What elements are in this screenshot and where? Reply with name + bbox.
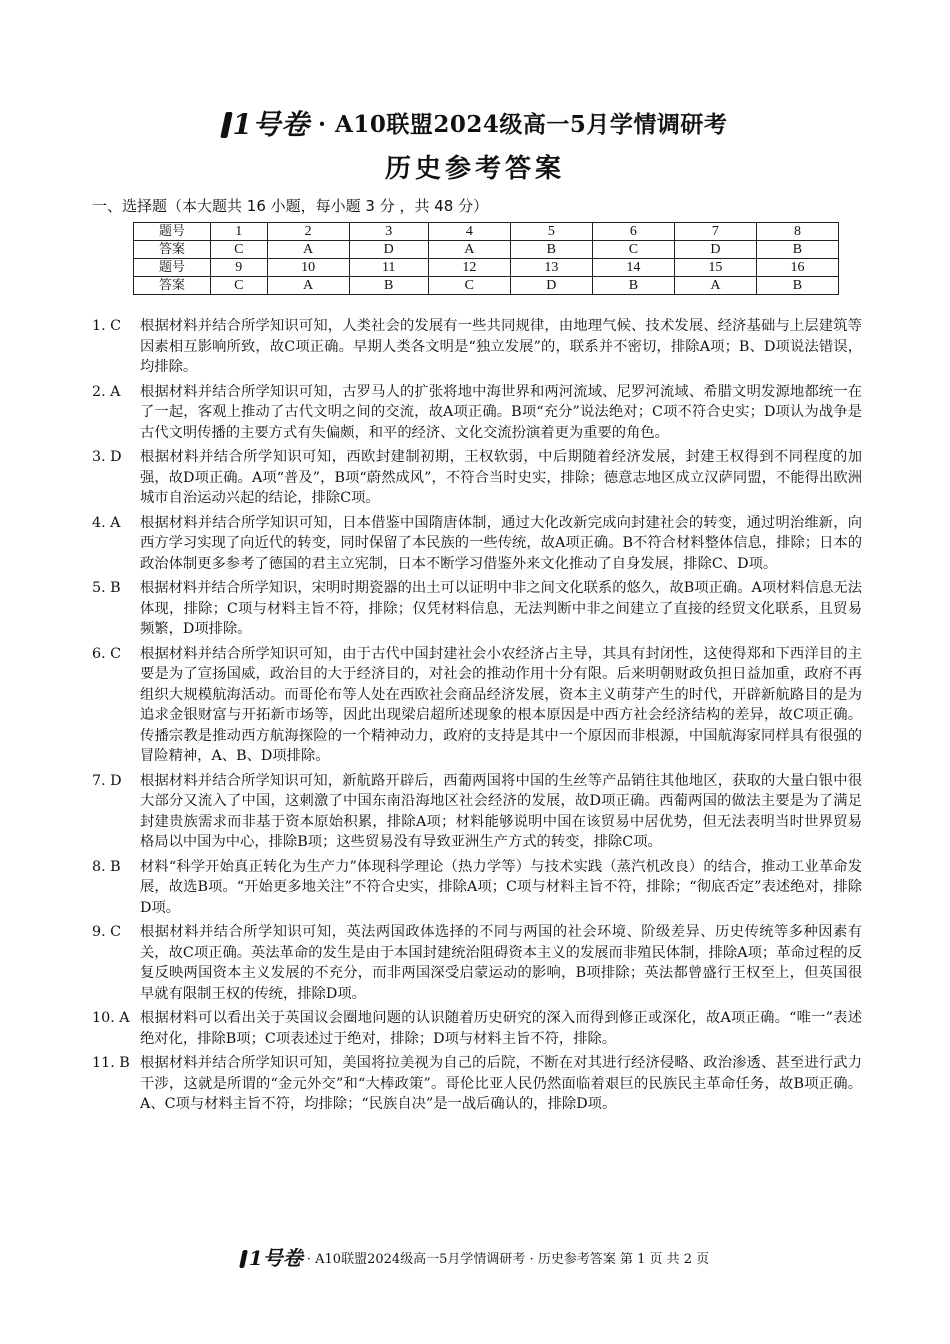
item-text: 根据材料并结合所学知识可知，由于古代中国封建社会小农经济占主导，其具有封闭性，这使得郑和下西洋目的主要是为了宣扬国威，政治目的大于经济目的，对社会的推动作用十分有限。后来明朝财政负担日益加重，政府不再组织大规模航海活动。而哥伦布等人处在西欧社会商品经济发展，资本主义萌芽产生的时代，开辟新航路目的是为追求金银财富与开拓新市场等，因此出现梁启超所述现象的根本原因是中西方社会经济结构的差异，故C项正确。传播宗教是推动西方航海探险的一个精神动力，政府的支持是其中一个原因而非根源，中国航海家同样具有很强的冒险精神，A、B、D项排除。 — [140, 645, 862, 764]
list-item — [92, 578, 862, 640]
table-cell: A — [674, 277, 756, 295]
table-cell: A — [267, 241, 349, 259]
table-cell: 9 — [211, 259, 268, 277]
table-cell: 3 — [349, 223, 428, 241]
item-number: 11. B — [92, 1055, 130, 1071]
list-item — [92, 382, 862, 444]
item-text: 根据材料并结合所学知识可知，美国将拉美视为自己的后院，不断在对其进行经济侵略、政治渗透、甚至进行武力干涉，这就是所谓的“金元外交”和“大棒政策”。哥伦比亚人民仍然面临着艰巨的民族民主革命任务，故B项正确。A、C项与材料主旨不符，均排除；“民族自决”是一战后确认的，排除D项。 — [140, 1055, 862, 1112]
brand-logo-text: 1号卷 — [232, 108, 310, 141]
table-cell: 7 — [674, 223, 756, 241]
table-row — [134, 277, 839, 295]
table-row — [134, 259, 839, 277]
list-item — [92, 316, 862, 378]
item-text: 根据材料并结合所学知识，宋明时期瓷器的出土可以证明中非之间文化联系的悠久，故B项正确。A项材料信息无法体现，排除；C项与材料主旨不符，排除；仅凭材料信息，无法判断中非之间建立了直接的经贸文化联系，且贸易频繁，D项排除。 — [140, 580, 862, 637]
table-cell: B — [756, 241, 838, 259]
table-cell: 8 — [756, 223, 838, 241]
list-item — [92, 922, 862, 1004]
footer-logo-mark — [239, 1250, 248, 1268]
list-item — [92, 447, 862, 509]
item-number: 4. A — [92, 514, 121, 531]
table-cell: 11 — [349, 259, 428, 277]
item-text: 根据材料并结合所学知识可知，人类社会的发展有一些共同规律，由地理气候、技术发展、经济基础与上层建筑等因素相互影响所致，故C项正确。早期人类各文明是“独立发展”的，联系并不密切，排除A项；B、D项说法错误，均排除。 — [140, 318, 862, 375]
table-cell: C — [428, 277, 510, 295]
list-item — [92, 644, 862, 767]
document-header — [0, 108, 950, 186]
table-cell: C — [592, 241, 674, 259]
table-cell: A — [267, 277, 349, 295]
table-cell: B — [592, 277, 674, 295]
footer-logo-text: 1号卷 — [248, 1246, 303, 1270]
table-cell: B — [510, 241, 592, 259]
table-cell: D — [674, 241, 756, 259]
list-item — [92, 1008, 862, 1049]
table-cell: 6 — [592, 223, 674, 241]
item-number: 2. A — [92, 383, 121, 400]
table-cell: B — [349, 277, 428, 295]
exam-title-text: · A10联盟2024级高一5月学情调研考 — [318, 111, 728, 138]
item-number: 10. A — [92, 1010, 130, 1026]
table-cell: 13 — [510, 259, 592, 277]
item-text: 根据材料并结合所学知识可知，古罗马人的扩张将地中海世界和两河流域、尼罗河流域、希腊文明发源地都统一在了一起，客观上推动了古代文明之间的交流，故A项正确。B项“充分”说法绝对；C项不符合史实；D项认为战争是古代文明传播的主要方式有失偏颇，和平的经济、文化交流扮演着更为重要的角色。 — [140, 383, 862, 441]
table-cell: B — [756, 277, 838, 295]
page-footer — [0, 1244, 950, 1274]
item-number: 7. D — [92, 772, 122, 789]
answer-label: 答案 — [134, 277, 211, 295]
list-item — [92, 857, 862, 919]
table-cell: 12 — [428, 259, 510, 277]
table-cell: C — [211, 241, 268, 259]
item-number: 9. C — [92, 924, 122, 940]
footer-text: · A10联盟2024级高一5月学情调研考 · 历史参考答案 第 1 页 共 2 页 — [306, 1252, 710, 1267]
brand-logo-mark — [220, 112, 233, 138]
answer-table — [133, 222, 839, 295]
table-cell: D — [349, 241, 428, 259]
brand-logo — [223, 108, 310, 142]
item-number: 1. C — [92, 318, 122, 334]
answer-explanations — [92, 316, 862, 1119]
table-cell: 14 — [592, 259, 674, 277]
table-row — [134, 241, 839, 259]
list-item — [92, 513, 862, 575]
item-text: 根据材料并结合所学知识可知，日本借鉴中国隋唐体制，通过大化改新完成向封建社会的转变，通过明治维新，向西方学习实现了向近代的转变，同时保留了本民族的一些传统，故A项正确。B不符合材料整体信息，排除；日本的政治体制更多参考了德国的君主立宪制，日本不断学习借鉴外来文化推动了自身发展，排除C、D项。 — [140, 514, 862, 572]
table-cell: 1 — [211, 223, 268, 241]
table-cell: 15 — [674, 259, 756, 277]
item-text: 根据材料并结合所学知识可知，西欧封建制初期，王权软弱，中后期随着经济发展，封建王权得到不同程度的加强，故D项正确。A项“普及”，B项“蔚然成风”，不符合当时史实，排除；德意志地区成立汉萨同盟，不能得出欧洲城市自治运动兴起的结论，排除C项。 — [140, 449, 862, 506]
table-row — [134, 223, 839, 241]
item-text: 根据材料并结合所学知识可知，英法两国政体选择的不同与两国的社会环境、阶级差异、历史传统等多种因素有关，故C项正确。英法革命的发生是由于本国封建统治阻碍资本主义的发展而非殖民体制，排除A项；革命过程的反复反映两国资本主义发展的不充分，而非两国深受启蒙运动的影响，B项排除；英法都曾盛行王权至上，但英国很早就有限制王权的传统，排除D项。 — [140, 924, 862, 1002]
item-text: 材料“科学开始真正转化为生产力”体现科学理论（热力学等）与技术实践（蒸汽机改良）的结合，推动工业革命发展，故选B项。“开始更多地关注”不符合史实，排除A项；C项与材料主旨不符，排除；“彻底否定”表述绝对，排除D项。 — [140, 858, 862, 916]
answer-label: 答案 — [134, 241, 211, 259]
table-cell: 10 — [267, 259, 349, 277]
table-cell: 2 — [267, 223, 349, 241]
item-number: 5. B — [92, 580, 121, 596]
item-number: 8. B — [92, 858, 121, 875]
list-item — [92, 1053, 862, 1115]
table-cell: C — [211, 277, 268, 295]
table-cell: D — [510, 277, 592, 295]
section-heading: 一、选择题（本大题共 16 小题，每小题 3 分 ，共 48 分） — [92, 197, 489, 215]
item-number: 6. C — [92, 645, 122, 662]
table-cell: 4 — [428, 223, 510, 241]
item-text: 根据材料并结合所学知识可知，新航路开辟后，西葡两国将中国的生丝等产品销往其他地区，获取的大量白银中很大部分又流入了中国，这刺激了中国东南沿海地区社会经济的发展，故D项正确。西葡两国的做法主要是为了满足封建贵族需求而非基于资本原始积累，排除A项；材料能够说明中国在该贸易中居优势，但无法表明当时世界贸易格局以中国为中心，排除B项；这些贸易没有导致亚洲生产方式的转变，排除C项。 — [140, 772, 862, 850]
footer-logo — [241, 1244, 303, 1272]
item-number: 3. D — [92, 449, 122, 465]
page-subtitle: 历史参考答案 — [384, 154, 565, 184]
table-cell: 5 — [510, 223, 592, 241]
question-label: 题号 — [134, 223, 211, 241]
table-cell: 16 — [756, 259, 838, 277]
list-item — [92, 771, 862, 853]
table-cell: A — [428, 241, 510, 259]
item-text: 根据材料可以看出关于英国议会圈地问题的认识随着历史研究的深入而得到修正或深化，故A项正确。“唯一”表述绝对化，排除B项；C项表述过于绝对，排除；D项与材料主旨不符，排除。 — [140, 1010, 862, 1047]
question-label: 题号 — [134, 259, 211, 277]
exam-title — [0, 108, 950, 142]
